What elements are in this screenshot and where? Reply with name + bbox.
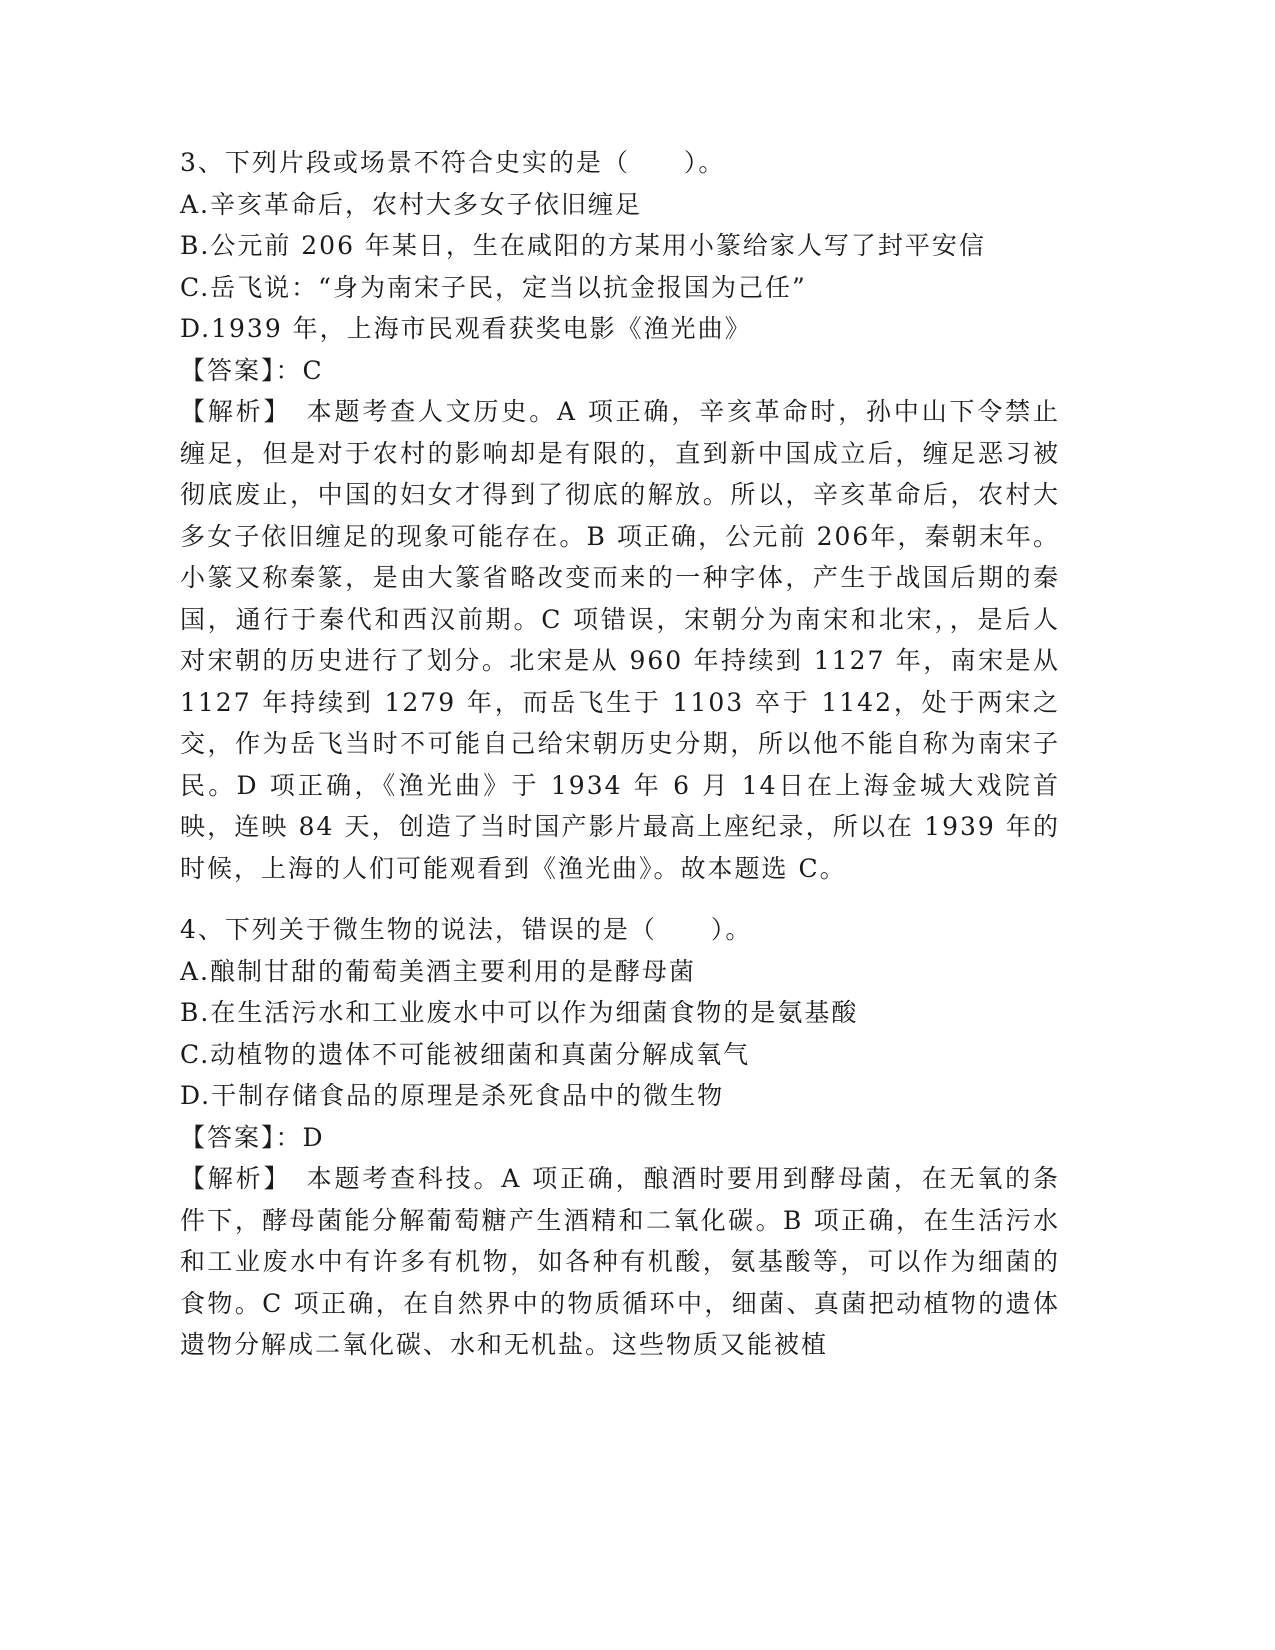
question-block: [180, 142, 1060, 889]
answer-line: [180, 350, 1060, 392]
analysis-label: 【解析】: [180, 397, 279, 426]
question-stem: 4、下列关于微生物的说法，错误的是（ ）。: [180, 915, 753, 944]
option-d: D.1939 年，上海市民观看获奖电影《渔光曲》: [180, 314, 752, 343]
option-c: C.动植物的遗体不可能被细菌和真菌分解成氧气: [180, 1039, 751, 1069]
document-content: [180, 142, 1060, 1366]
option-b: B.公元前 206 年某日，生在咸阳的方某用小篆给家人写了封平安信: [180, 231, 986, 260]
question-stem: 3、下列片段或场景不符合史实的是（ ）。: [180, 148, 726, 177]
answer-value: D: [302, 1122, 325, 1152]
analysis-text: 本题考查科技。A 项正确，酿酒时要用到酵母菌，在无氧的条件下，酵母菌能分解葡萄糖产生酒精和二氧化碳。B 项正确，在生活污水和工业废水中有许多有机物，如各种有机酸，氨基酸等，可以作为细菌的食物。C 项正确，在自然界中的物质循环中，细菌、真菌把动植物的遗体遗物分解成二氧化碳、水和无机盐。这些物质又能被植: [180, 1164, 1060, 1359]
answer-line: [180, 1117, 1060, 1159]
option-b: B.在生活污水和工业废水中可以作为细菌食物的是氨基酸: [180, 998, 859, 1027]
analysis-paragraph: [180, 1158, 1060, 1366]
question-block: [180, 909, 1060, 1366]
answer-label: 【答案】：: [180, 355, 303, 385]
answer-value: C: [302, 355, 324, 385]
question-gap: [180, 889, 1060, 909]
answer-label: 【答案】：: [180, 1122, 303, 1152]
option-c: C.岳飞说：“身为南宋子民，定当以抗金报国为己任”: [180, 272, 807, 302]
analysis-label: 【解析】: [180, 1164, 279, 1193]
option-a: A.酿制甘甜的葡萄美酒主要利用的是酵母菌: [180, 956, 697, 986]
option-a: A.辛亥革命后，农村大多女子依旧缠足: [180, 189, 643, 219]
option-d: D.干制存储食品的原理是杀死食品中的微生物: [180, 1081, 725, 1110]
analysis-text: 本题考查人文历史。A 项正确，辛亥革命时，孙中山下令禁止缠足，但是对于农村的影响却是有限的，直到新中国成立后，缠足恶习被彻底废止，中国的妇女才得到了彻底的解放。所以，辛亥革命后，农村大多女子依旧缠足的现象可能存在。B 项正确，公元前 206年，秦朝末年。小篆又称秦篆，是由大篆省略改变而来的一种字体，产生于战国后期的秦国，通行于秦代和西汉前期。C 项错误，宋朝分为南宋和北宋，，是后人对宋朝的历史进行了划分。北宋是从 960 年持续到 1127 年，南宋是从 1127 年持续到 1279 年，而岳飞生于 1103 卒于 1142，处于两宋之交，作为岳飞当时不可能自己给宋朝历史分期，所以他不能自称为南宋子民。D 项正确，《渔光曲》于 1934 年 6 月 14日在上海金城大戏院首映，连映 84 天，创造了当时国产影片最高上座纪录，所以在 1939 年的时候，上海的人们可能观看到《渔光曲》。故本题选 C。: [180, 397, 1060, 883]
analysis-paragraph: [180, 391, 1060, 889]
